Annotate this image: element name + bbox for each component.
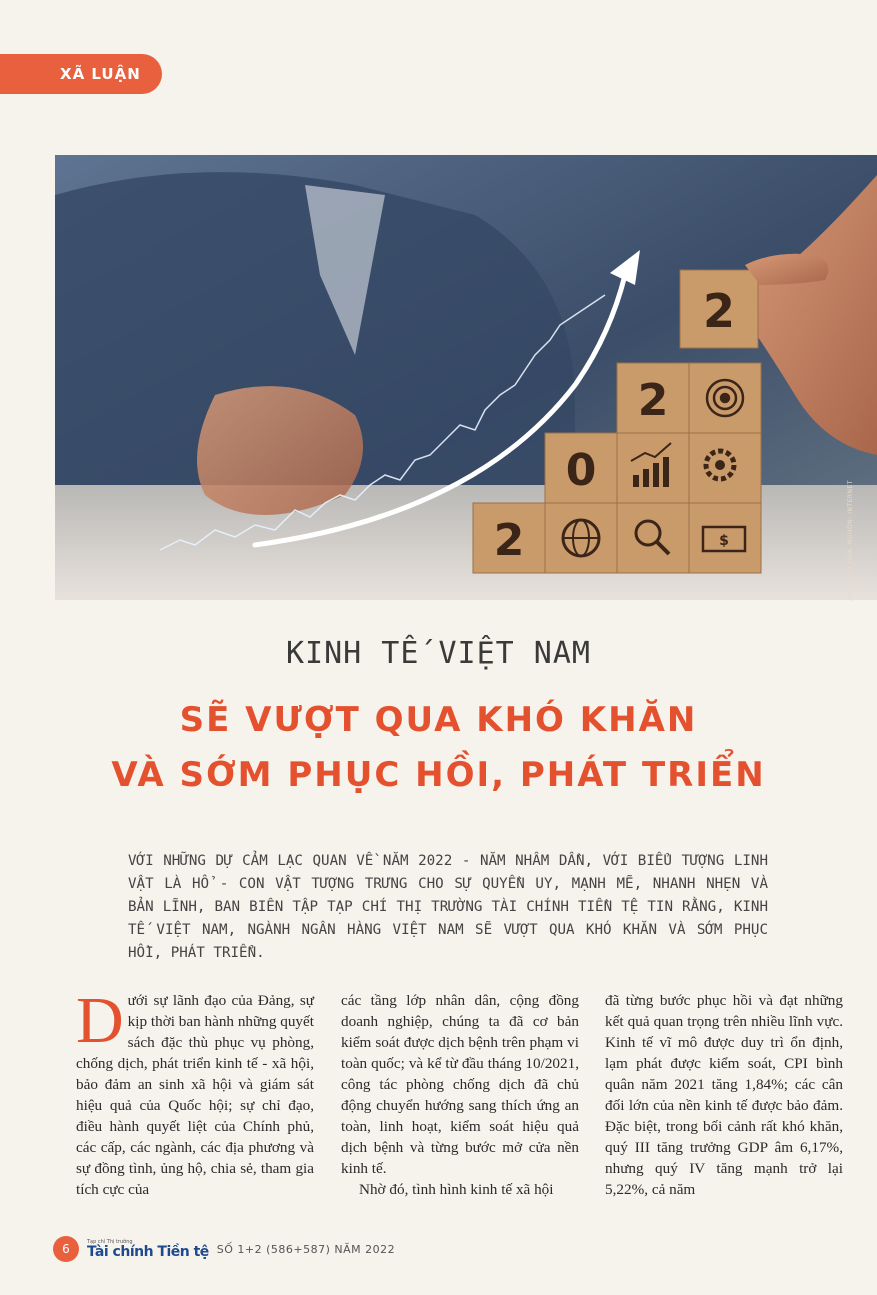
block-magnifier	[617, 503, 689, 573]
article-headline-line2: VÀ SỚM PHỤC HỒI, PHÁT TRIỂN	[111, 755, 766, 795]
column-1-text: ưới sự lãnh đạo của Đảng, sự kịp thời ban hành những quyết sách đặc thù phục vụ phòng, chống dịch, phát triển kinh tế - xã hội, bảo đảm an sinh xã hội và giám sát hiệu quả của Quốc hội; sự chỉ đạo, điều hành quyết liệt của Chính phủ, các cấp, các ngành, các địa phương và sự đồng tình, ủng hộ, chia sẻ, tham gia tích cực của	[76, 992, 314, 1198]
page-footer	[53, 1236, 395, 1262]
brand-name: Tài chính Tiền tệ	[87, 1243, 209, 1260]
section-label: XÃ LUẬN	[60, 65, 141, 83]
column-2-text-b: Nhờ đó, tình hình kinh tế xã hội	[359, 1181, 554, 1198]
column-3-text: đã từng bước phục hồi và đạt những kết quả quan trọng trên nhiều lĩnh vực. Kinh tế vĩ mô được duy trì ổn định, lạm phát được kiểm soát, CPI bình quân năm 2021 tăng 1,84%; các cân đối lớn của nền kinh tế được bảo đảm. Đặc biệt, trong bối cảnh rất khó khăn, quý III tăng trưởng GDP âm 6,17%, nhưng quý IV tăng mạnh trở lại 5,22%, cả năm	[605, 992, 843, 1198]
body-column-1	[76, 984, 314, 1200]
photo-credit: ẢNH MINH HỌA. NGUỒN: INTERNET	[847, 480, 854, 601]
block-digit-4-text: 2	[702, 284, 736, 338]
section-tag	[0, 54, 162, 94]
hero-image	[55, 155, 877, 600]
block-digit-2-text: 0	[565, 445, 597, 496]
block-gears	[689, 433, 761, 503]
column-2-text-a: các tầng lớp nhân dân, cộng đồng doanh nghiệp, chúng ta đã cơ bản kiểm soát được dịch bệnh trên phạm vi toàn quốc; và kể từ đầu tháng 10/2021, công tác phòng chống dịch đã chủ động chuyển hướng sang thích ứng an toàn, linh hoạt, kiểm soát hiệu quả dịch bệnh và từng bước mở cửa nền kinh tế.	[341, 992, 579, 1177]
hero-illustration	[55, 155, 877, 600]
page-number: 6	[53, 1236, 79, 1262]
issue-info: SỐ 1+2 (586+587) NĂM 2022	[216, 1242, 396, 1256]
svg-text:$: $	[719, 533, 729, 549]
brand-small-text: Tạp chí Thị trường	[87, 1238, 133, 1245]
magazine-logo	[87, 1240, 209, 1259]
article-kicker: KINH TẾ VIỆT NAM	[286, 636, 591, 671]
body-column-2	[341, 990, 579, 1200]
drop-cap: D	[76, 984, 124, 1057]
lead-text: VỚI NHỮNG DỰ CẢM LẠC QUAN VỀ NĂM 2022 - NĂM NHÂM DẦN, VỚI BIỂU TƯỢNG LINH VẬT LÀ HỔ - CON VẬT TƯỢNG TRƯNG CHO SỰ QUYỀN UY, MẠNH MẼ, NHANH NHẸN VÀ BẢN LĨNH, BAN BIÊN TẬP TẠP CHÍ THỊ TRƯỜNG TÀI CHÍNH TIỀN TỆ TIN RẰNG, KINH TẾ VIỆT NAM, NGÀNH NGÂN HÀNG VIỆT NAM SẼ VƯỢT QUA KHÓ KHĂN VÀ SỚM PHỤC HỒI, PHÁT TRIỂN.	[128, 853, 768, 961]
body-paragraph	[76, 984, 314, 1200]
article-lead	[128, 850, 768, 965]
block-digit-3-text: 2	[637, 375, 669, 426]
block-digit-1-text: 2	[493, 515, 525, 566]
body-column-3	[605, 990, 843, 1200]
article-headline-line1: SẼ VƯỢT QUA KHÓ KHĂN	[179, 700, 698, 740]
